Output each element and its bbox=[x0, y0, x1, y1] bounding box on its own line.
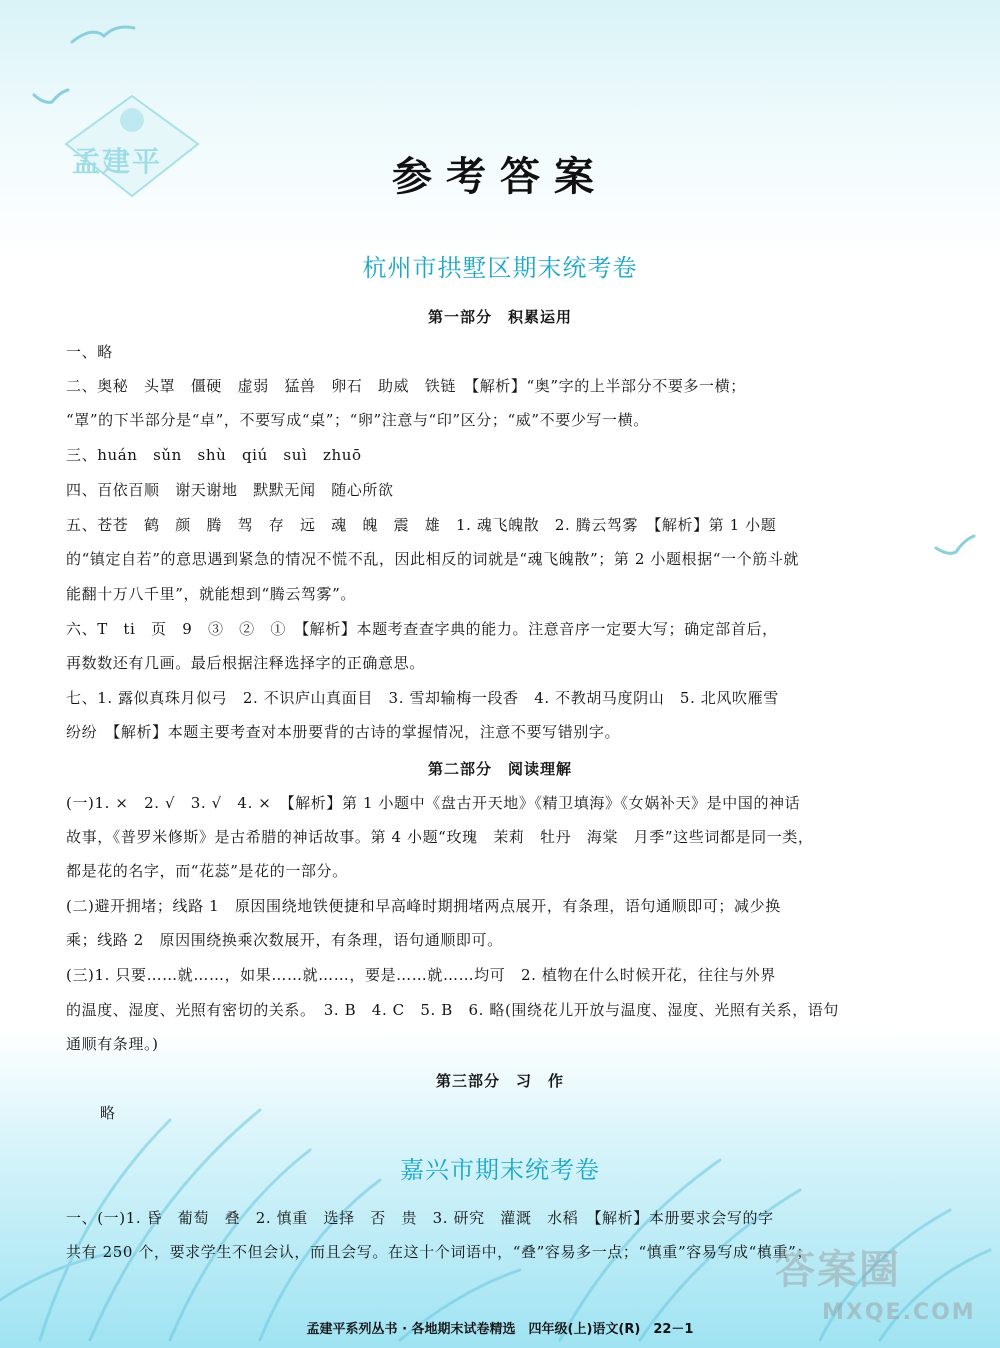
answer-line: 的温度、湿度、光照有密切的关系。 3. B 4. C 5. B 6. 略(围绕花儿开放与温度、湿度、光照有关系，语句 bbox=[66, 1001, 839, 1019]
watermark-logo: 答案圈 bbox=[775, 1247, 901, 1293]
watermark-url: MXQE.COM bbox=[822, 1300, 976, 1325]
answer-line: (三)1. 只要……就……，如果……就……，要是……就……均可 2. 植物在什么时候开花，往往与外界 bbox=[66, 966, 776, 984]
answer-line: 六、T ti 页 9 ③ ② ① 【解析】本题考查查字典的能力。注意音序一定要大写；确定部首后， bbox=[66, 620, 778, 638]
section-title-hangzhou: 杭州市拱墅区期末统考卷 bbox=[362, 254, 638, 282]
answer-line: 故事，《普罗米修斯》是古希腊的神话故事。第 4 小题“玫瑰 茉莉 牡丹 海棠 月季”这些词都是同一类， bbox=[66, 828, 814, 846]
answer-line: 纷纷 【解析】本题主要考查对本册要背的古诗的掌握情况，注意不要写错别字。 bbox=[66, 723, 621, 741]
answer-line: 的“镇定自若”的意思遇到紧急的情况不慌不乱，因此相反的词就是“魂飞魄散”；第 2 小题根据“一个筋斗就 bbox=[66, 550, 800, 568]
answer-line: 一、(一)1. 昏 葡萄 叠 2. 慎重 选择 否 贵 3. 研究 灌溉 水稻 【解析】本册要求会写的字 bbox=[66, 1209, 774, 1227]
answer-line: (二)避开拥堵；线路 1 原因围绕地铁便捷和早高峰时期拥堵两点展开，有条理，语句通顺即可；减少换 bbox=[66, 897, 781, 915]
answer-line: 七、1. 露似真珠月似弓 2. 不识庐山真面目 3. 雪却输梅一段香 4. 不教胡马度阴山 5. 北风吹雁雪 bbox=[66, 689, 779, 707]
answer-line: 略 bbox=[100, 1104, 116, 1122]
part-heading-1: 第一部分 积累运用 bbox=[427, 308, 572, 326]
page-footer: 孟建平系列丛书 · 各地期末试卷精选 四年级(上)语文(R) 22－1 bbox=[306, 1322, 694, 1337]
answer-line: 二、奥秘 头罩 僵硬 虚弱 猛兽 卵石 助威 铁链 【解析】“奥”字的上半部分不要多一横； bbox=[66, 377, 746, 395]
answer-line: 一、略 bbox=[66, 343, 113, 361]
section-title-jiaxing: 嘉兴市期末统考卷 bbox=[400, 1156, 600, 1184]
logo-text: 孟建平 bbox=[72, 145, 163, 178]
answer-line: 共有 250 个，要求学生不但会认，而且会写。在这十个词语中，“叠”容易多一点；“慎重”容易写成“槙重”； bbox=[66, 1243, 812, 1261]
answer-line: 能翻十万八千里”，就能想到“腾云驾雾”。 bbox=[66, 585, 357, 603]
page-title: 参考答案 bbox=[392, 154, 608, 200]
answer-line: 再数数还有几画。最后根据注释选择字的正确意思。 bbox=[66, 654, 425, 672]
answer-line: 三、huán sǔn shù qiú suì zhuō bbox=[66, 446, 362, 464]
answer-line: 五、苍苍 鹤 颜 腾 驾 存 远 魂 魄 震 雄 1. 魂飞魄散 2. 腾云驾雾 【解析】第 1 小题 bbox=[66, 516, 777, 534]
answer-line: 乘；线路 2 原因围绕换乘次数展开，有条理，语句通顺即可。 bbox=[66, 931, 503, 949]
part-heading-2: 第二部分 阅读理解 bbox=[427, 760, 572, 778]
answer-line: “罩”的下半部分是“卓”，不要写成“桌”；“卵”注意与“印”区分；“威”不要少写一横。 bbox=[66, 411, 649, 429]
answer-line: 通顺有条理。) bbox=[66, 1035, 159, 1053]
answer-line: 四、百依百顺 谢天谢地 默默无闻 随心所欲 bbox=[66, 481, 394, 499]
part-heading-3: 第三部分 习 作 bbox=[435, 1072, 564, 1090]
answer-line: 都是花的名字，而“花蕊”是花的一部分。 bbox=[66, 862, 348, 880]
answer-line: (一)1. × 2. √ 3. √ 4. × 【解析】第 1 小题中《盘古开天地》《精卫填海》《女娲补天》是中国的神话 bbox=[66, 794, 801, 812]
